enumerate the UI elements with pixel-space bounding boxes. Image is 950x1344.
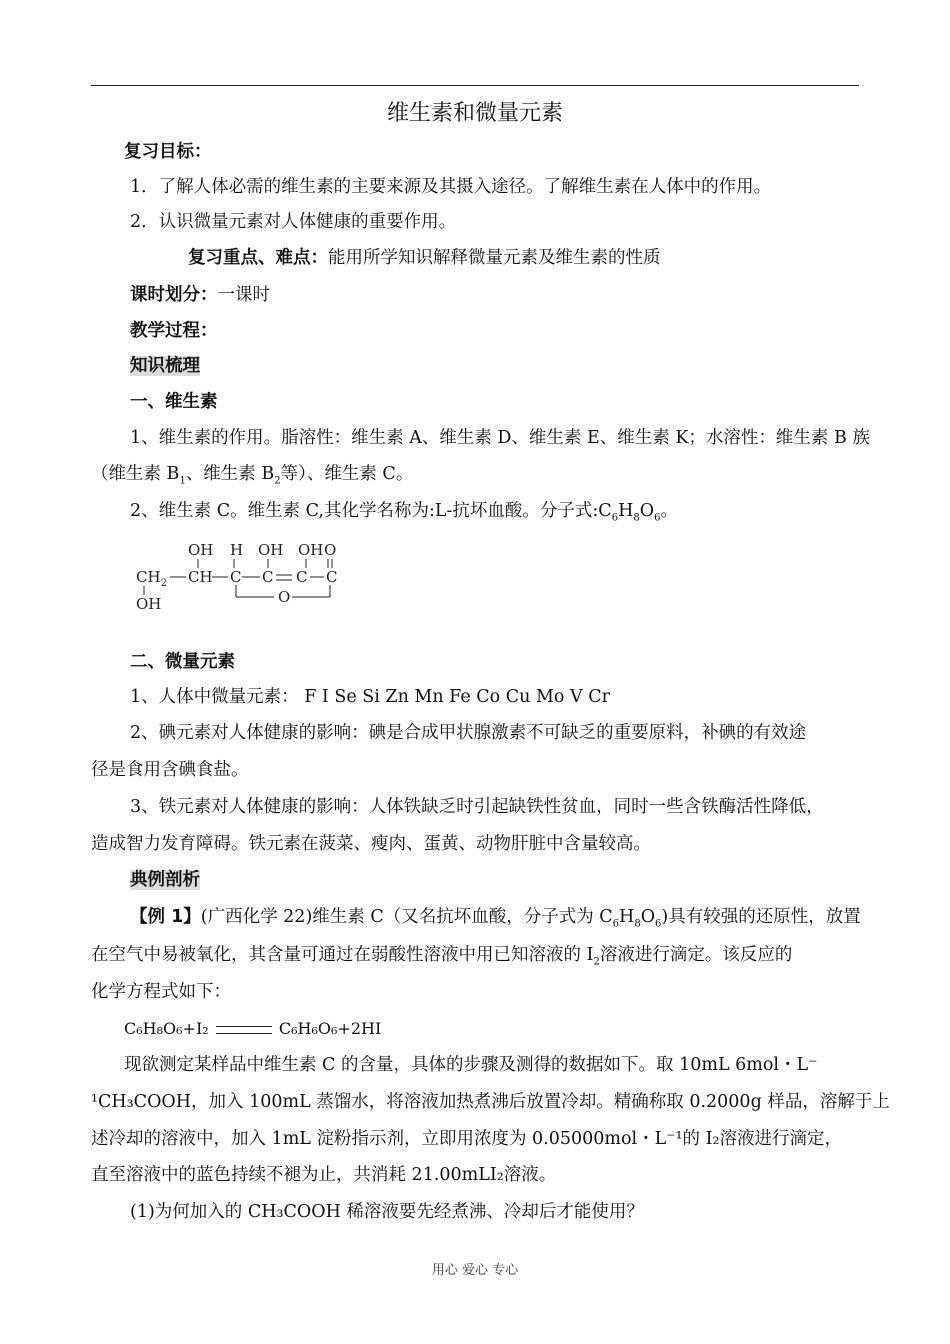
example1-line1 [130,905,861,929]
struct-ch: CH [188,568,213,586]
hours-label: 课时划分： [130,285,218,305]
header-rule [91,85,859,86]
s1p1-a: （维生素 B [91,464,180,484]
equation-right: C₆H₆O₆+2HI [278,1019,382,1038]
example1-para-line1: 现欲测定某样品中维生素 C 的含量，具体的步骤及测得的数据如下。取 10mL 6mol・L⁻ [124,1055,818,1075]
key-points-text: 能用所学知识解释微量元素及维生素的性质 [328,248,661,268]
example1-para-line2: ¹CH₃COOH，加入 100mL 蒸馏水，将溶液加热煮沸后放置冷却。精确称取 0.2000g 样品，溶解于上 [91,1092,890,1112]
key-points [188,246,661,270]
example1-line3: 化学方程式如下： [91,982,231,1002]
examples-label [130,868,200,892]
ex1-l1-d: )具有较强的还原性，放置 [661,907,861,927]
hours-text: 一课时 [217,285,270,305]
example1-para-line4: 直至溶液中的蓝色持续不褪为止，共消耗 21.00mLI₂溶液。 [91,1165,557,1185]
review-goal-2: 2．认识微量元素对人体健康的重要作用。 [130,212,457,232]
s1p1-b: 、维生素 B [185,464,275,484]
struct-c4: C [326,568,338,586]
struct-ch2: $CH_2$ [136,568,167,589]
section2-p2-line2: 径是食用含碘食盐。 [91,760,249,780]
review-goals-heading: 复习目标： [124,142,212,162]
example1-question1: (1)为何加入的 CH₃COOH 稀溶液要先经煮沸、冷却后才能使用？ [130,1202,644,1222]
s1p2-a: 2、维生素 C。维生素 C,其化学名称为:L-抗坏血酸。分子式:C [130,501,612,521]
s1p2-c: O [639,501,655,521]
example1-label: 【例 1】 [130,907,201,927]
struct-top-oh-1: OH [188,541,214,559]
knowledge-label-text: 知识梳理 [130,356,200,376]
struct-c1: C [230,568,242,586]
equation-left: C₆H₈O₆+I₂ [124,1019,209,1038]
struct-bottom-oh: OH [136,595,162,613]
ex1-l2-s: 2 [593,956,600,968]
ex1-l2-a: 在空气中易被氧化，其含量可通过在弱酸性溶液中用已知溶液的 I [91,945,594,965]
section2-p3-line2: 造成智力发育障碍。铁元素在菠菜、瘦肉、蛋黄、动物肝脏中含量较高。 [91,834,651,854]
page-footer: 用心 爱心 专心 [431,1263,519,1278]
example1-para-line3: 述冷却的溶液中，加入 1mL 淀粉指示剂，立即用浓度为 0.05000mol・L⁻¹的 I₂溶液进行滴定， [91,1129,842,1149]
s1p2-d: 。 [660,501,678,521]
section1-p1-line2 [91,462,413,486]
knowledge-label [130,354,200,378]
example1-line2 [91,943,792,967]
equation [124,1017,381,1041]
s1p2-s1: 6 [611,512,619,524]
section2-heading: 二、微量元素 [130,652,235,672]
section2-p2-line1: 2、碘元素对人体健康的影响：碘是合成甲状腺激素不可缺乏的重要原料，补碘的有效途 [130,723,807,743]
ex1-l1-s1: 6 [612,918,620,930]
section1-p1-line1: 1、维生素的作用。脂溶性：维生素 A、维生素 D、维生素 E、维生素 K；水溶性：维生素 B 族 [130,428,870,448]
s1p2-s2: 8 [633,512,640,524]
review-goal-1: 1．了解人体必需的维生素的主要来源及其摄入途径。了解维生素在人体中的作用。 [130,177,772,197]
struct-ring-o: O [278,588,291,606]
ex1-l1-s3: 6 [655,918,662,930]
s1p2-s3: 6 [654,512,661,524]
section1-p2 [130,499,678,523]
page-title: 维生素和微量元素 [386,101,563,126]
equation-equals [216,1026,272,1034]
ex1-l1-s2: 8 [634,918,641,930]
section1-heading: 一、维生素 [130,392,218,412]
examples-label-text: 典例剖析 [130,870,200,890]
s1p1-c: 等）、维生素 C。 [280,464,414,484]
struct-top-h: H [230,541,244,559]
struct-c2: C [262,568,274,586]
section2-p3-line1: 3、铁元素对人体健康的影响：人体铁缺乏时引起缺铁性贫血，同时一些含铁酶活性降低， [130,797,824,817]
process-label: 教学过程： [130,321,218,341]
struct-top-o: O [324,541,337,559]
ex1-l1-c: O [640,907,656,927]
ex1-l1-b: H [619,907,635,927]
struct-c3: C [296,568,308,586]
section2-p1: 1、人体中微量元素： F I Se Si Zn Mn Fe Co Cu Mo V Cr [130,687,610,707]
struct-top-oh-3: OH [298,541,324,559]
s1p1-sub1: 1 [179,475,186,487]
ex1-l1-a: (广西化学 22)维生素 C（又名抗坏血酸，分子式为 C [200,907,613,927]
key-points-label: 复习重点、难点： [188,248,328,268]
s1p1-sub2: 2 [274,475,281,487]
hours [130,283,270,307]
s1p2-b: H [618,501,634,521]
struct-top-oh-2: OH [258,541,284,559]
vitamin-c-structure [130,535,360,615]
ex1-l2-b: 溶液进行滴定。该反应的 [599,945,793,965]
